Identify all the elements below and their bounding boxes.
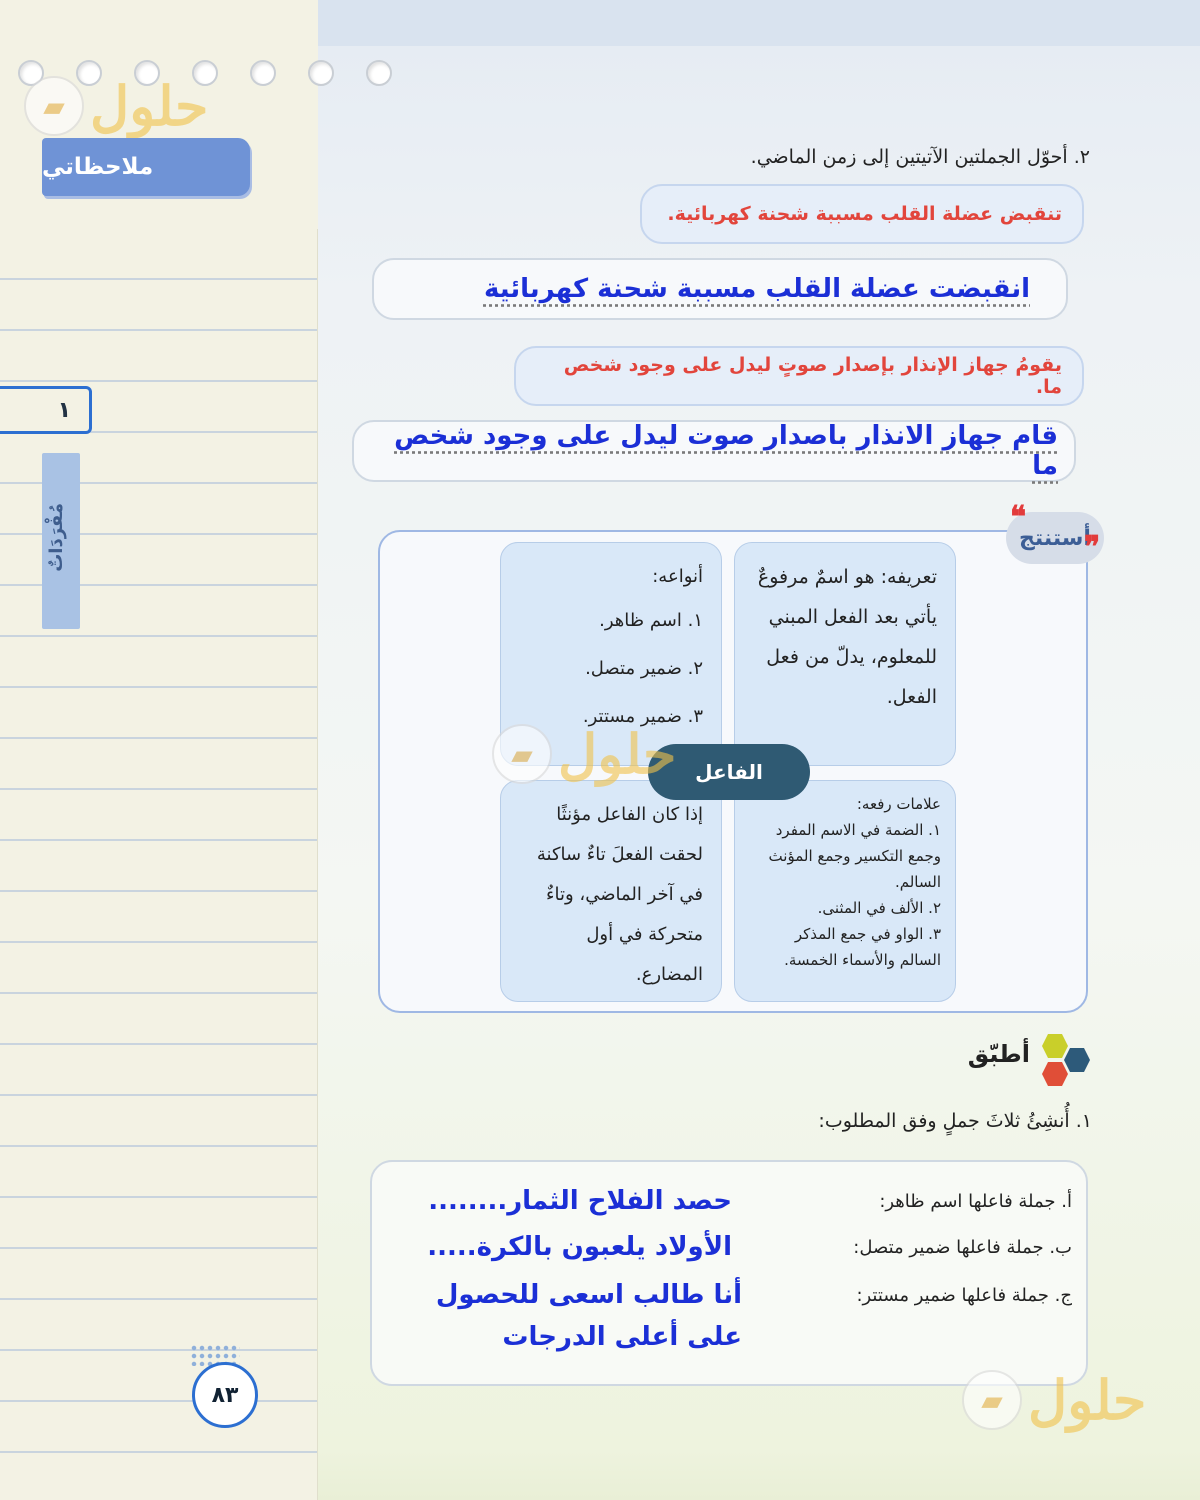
marks-item: ٣. الواو في جمع المذكر السالم والأسماء الخمسة. <box>784 925 941 969</box>
vocabulary-tab[interactable] <box>42 453 80 629</box>
binder-hole <box>250 60 276 86</box>
book-icon: ▰ <box>962 1370 1022 1430</box>
marks-item: ٢. الألف في المثنى. <box>817 899 941 917</box>
apply-instruction: ١. أُنشِئُ ثلاثَ جملٍ وفق المطلوب: <box>818 1110 1092 1132</box>
task-answer-line2[interactable]: على أعلى الدرجات <box>502 1322 742 1352</box>
source-sentence-1: تنقبض عضلة القلب مسببة شحنة كهربائية. <box>640 184 1084 244</box>
answer-text-1: انقبضت عضلة القلب مسببة شحنة كهربائية <box>483 274 1030 304</box>
marks-item: ١. الضمة في الاسم المفرد وجمع التكسير وجمع المؤنث السالم. <box>768 821 941 891</box>
watermark-logo: ▰ حلول <box>962 1368 1146 1432</box>
task-row <box>402 1314 1072 1360</box>
task-row <box>402 1178 1072 1224</box>
task-row <box>402 1272 1072 1318</box>
task-label: أ. جملة فاعلها اسم ظاهر: <box>879 1190 1072 1212</box>
book-icon: ▰ <box>492 724 552 784</box>
unit-number: ١ <box>0 386 92 434</box>
marks-card <box>734 780 956 1002</box>
feminine-card: إذا كان الفاعل مؤنثًا لحقت الفعلَ تاءٌ ساكنة في آخر الماضي، وتاءٌ متحركة في أول المضارع. <box>500 780 722 1002</box>
types-item: ١. اسم ظاهر. <box>599 610 703 631</box>
center-label: الفاعل <box>648 744 810 800</box>
task-answer[interactable]: الأولاد يلعبون بالكرة..... <box>427 1232 732 1262</box>
binder-hole <box>366 60 392 86</box>
answer-box-1[interactable] <box>372 258 1068 320</box>
types-item: ٢. ضمير متصل. <box>585 658 703 679</box>
apply-title: أطبّق <box>967 1040 1030 1068</box>
task-label: ب. جملة فاعلها ضمير متصل: <box>853 1236 1072 1258</box>
source-sentence-2: يقومُ جهاز الإنذار بإصدار صوتٍ ليدل على وجود شخص ما. <box>514 346 1084 406</box>
definition-card: تعريفه: هو اسمٌ مرفوعٌ يأتي بعد الفعل المبني للمعلوم، يدلّ من فعل الفعل. <box>734 542 956 766</box>
task-row <box>402 1224 1072 1270</box>
hexagons-icon <box>1030 1032 1092 1092</box>
quote-close-icon: ❞ <box>1084 530 1101 565</box>
watermark-logo: ▰ حلول <box>492 722 676 786</box>
notes-tab[interactable]: ملاحظاتي <box>42 138 250 196</box>
marks-title: علامات رفعه: <box>856 795 941 813</box>
binder-hole <box>308 60 334 86</box>
vocabulary-tab-label: مُفْرَدَاتٌ <box>46 503 67 572</box>
task-answer[interactable]: حصد الفلاح الثمار........ <box>428 1186 732 1216</box>
types-item: ٣. ضمير مستتر. <box>582 706 703 727</box>
page-number: ٨٣ <box>192 1362 258 1428</box>
task-label: ج. جملة فاعلها ضمير مستتر: <box>856 1284 1072 1306</box>
answer-box-2[interactable] <box>352 420 1076 482</box>
tasks-box <box>370 1160 1088 1386</box>
conclude-badge: أستنتج <box>1006 512 1104 564</box>
task-answer[interactable]: أنا طالب اسعى للحصول <box>435 1280 742 1310</box>
watermark-logo: ▰ حلول <box>24 74 208 138</box>
question-heading: ٢. أحوّل الجملتين الآتيتين إلى زمن الماضي. <box>750 146 1090 168</box>
types-title: أنواعه: <box>652 566 703 587</box>
answer-text-2: قام جهاز الانذار باصدار صوت ليدل على وجود شخص ما <box>394 421 1058 481</box>
book-icon: ▰ <box>24 76 84 136</box>
quote-open-icon: ❝ <box>1010 500 1027 535</box>
